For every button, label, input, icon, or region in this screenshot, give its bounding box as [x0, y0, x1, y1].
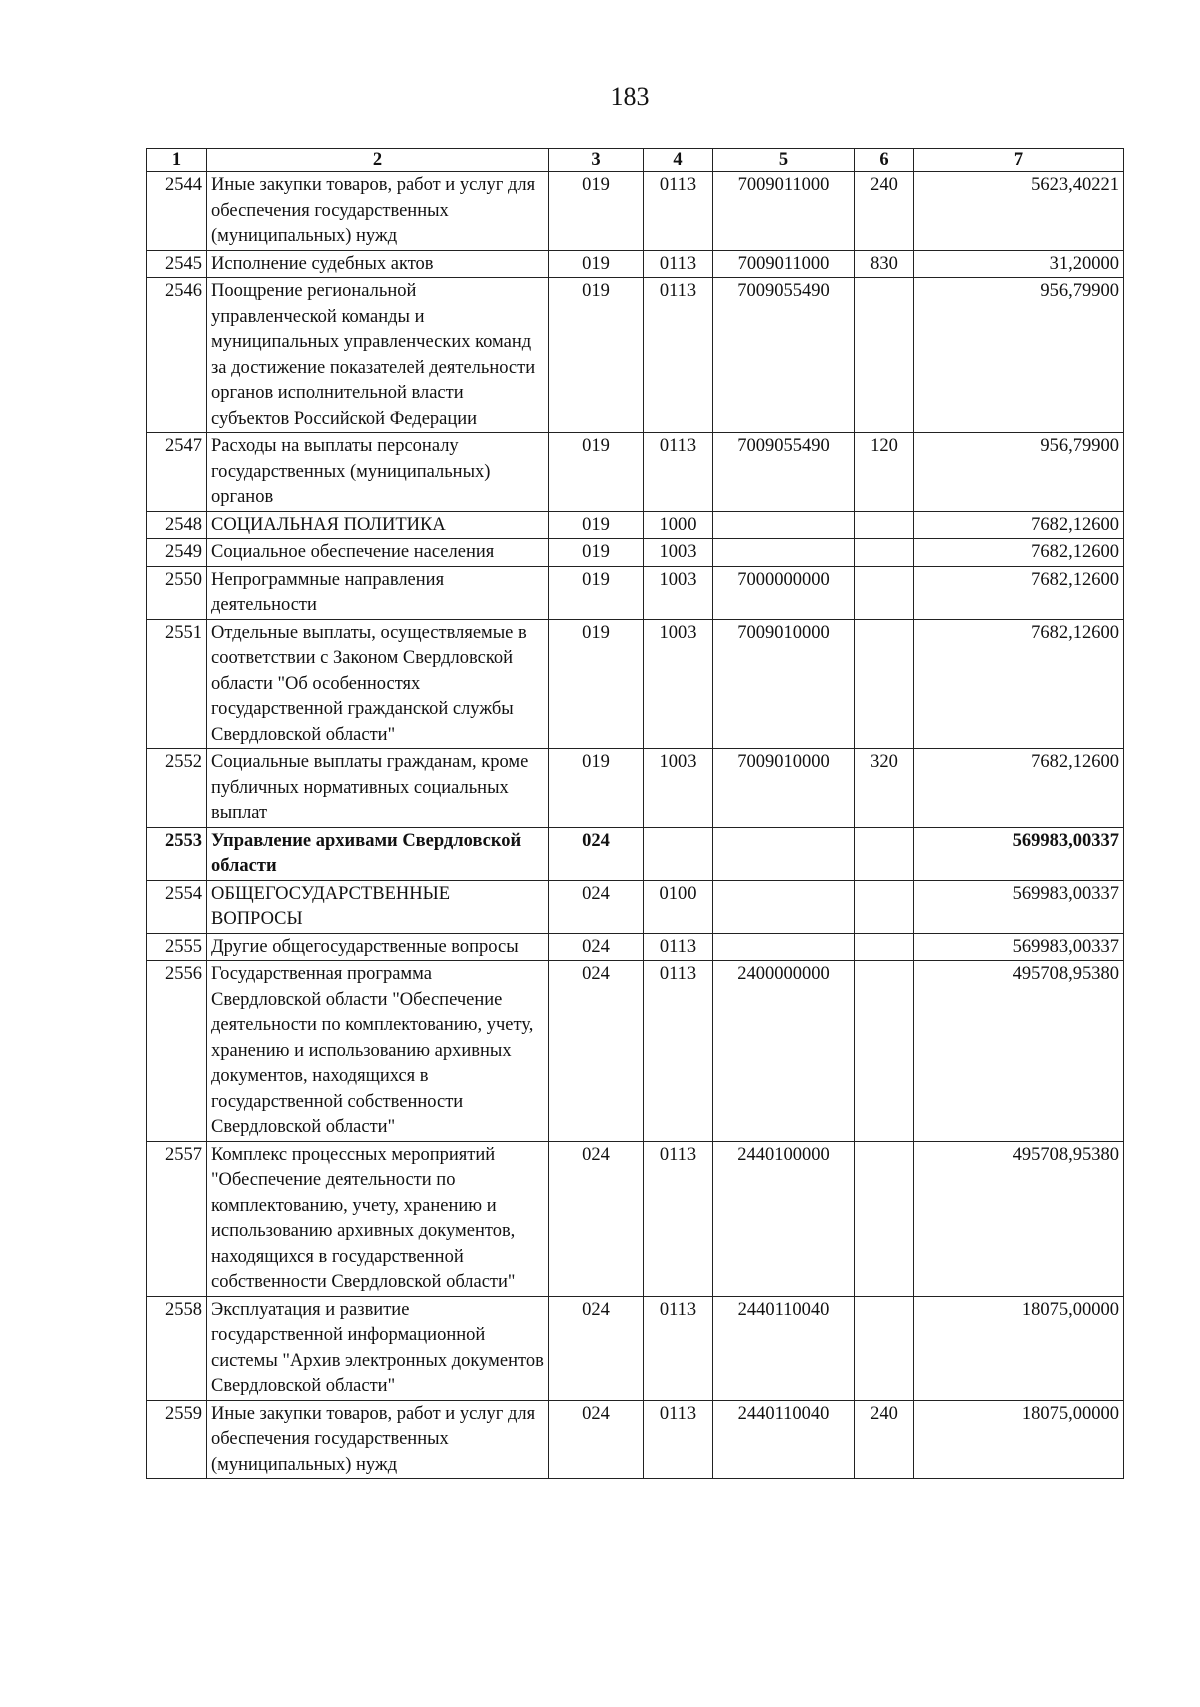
row-grbs-code-cell: 019	[549, 566, 644, 619]
table-row	[147, 880, 1124, 933]
row-number-cell: 2547	[147, 433, 207, 512]
row-amount-cell: 495708,95380	[914, 961, 1124, 1142]
row-expense-type-cell	[855, 566, 914, 619]
row-name-cell: Исполнение судебных актов	[207, 250, 549, 278]
row-target-article-cell: 7009010000	[713, 749, 855, 828]
row-number-cell: 2549	[147, 539, 207, 567]
row-grbs-code-cell: 024	[549, 1296, 644, 1400]
row-amount-cell: 18075,00000	[914, 1400, 1124, 1479]
row-expense-type-cell	[855, 511, 914, 539]
row-number-cell: 2551	[147, 619, 207, 749]
row-number-cell: 2545	[147, 250, 207, 278]
row-section-code-cell: 0113	[644, 933, 713, 961]
row-grbs-code-cell: 019	[549, 749, 644, 828]
row-amount-cell: 956,79900	[914, 278, 1124, 433]
row-target-article-cell: 7009055490	[713, 278, 855, 433]
row-grbs-code-cell: 019	[549, 511, 644, 539]
row-amount-cell: 569983,00337	[914, 827, 1124, 880]
row-target-article-cell: 2440110040	[713, 1296, 855, 1400]
row-expense-type-cell	[855, 278, 914, 433]
table-row	[147, 933, 1124, 961]
column-header: 7	[914, 149, 1124, 172]
row-amount-cell: 31,20000	[914, 250, 1124, 278]
table-row	[147, 1296, 1124, 1400]
column-header: 3	[549, 149, 644, 172]
row-section-code-cell	[644, 827, 713, 880]
row-expense-type-cell	[855, 1141, 914, 1296]
row-amount-cell: 956,79900	[914, 433, 1124, 512]
row-name-cell: ОБЩЕГОСУДАРСТВЕННЫЕ ВОПРОСЫ	[207, 880, 549, 933]
table-row	[147, 250, 1124, 278]
row-section-code-cell: 0113	[644, 250, 713, 278]
table-row	[147, 827, 1124, 880]
row-grbs-code-cell: 019	[549, 619, 644, 749]
row-number-cell: 2544	[147, 172, 207, 251]
row-grbs-code-cell: 024	[549, 827, 644, 880]
row-number-cell: 2550	[147, 566, 207, 619]
table-header-row	[147, 149, 1124, 172]
row-number-cell: 2554	[147, 880, 207, 933]
table-row	[147, 511, 1124, 539]
row-section-code-cell: 0113	[644, 1141, 713, 1296]
row-target-article-cell: 2440110040	[713, 1400, 855, 1479]
table-row	[147, 278, 1124, 433]
row-expense-type-cell: 120	[855, 433, 914, 512]
row-section-code-cell: 1003	[644, 566, 713, 619]
table-row	[147, 1141, 1124, 1296]
row-expense-type-cell	[855, 933, 914, 961]
row-expense-type-cell: 830	[855, 250, 914, 278]
table-row	[147, 961, 1124, 1142]
row-name-cell: Управление архивами Свердловской области	[207, 827, 549, 880]
row-section-code-cell: 1003	[644, 749, 713, 828]
row-name-cell: Иные закупки товаров, работ и услуг для обеспечения государственных (муниципальных) нужд	[207, 172, 549, 251]
row-amount-cell: 569983,00337	[914, 880, 1124, 933]
row-target-article-cell: 2440100000	[713, 1141, 855, 1296]
row-name-cell: Комплекс процессных мероприятий "Обеспечение деятельности по комплектованию, учету, хранению и использованию архивных документов, находящихся в государственной собственности Свердловской области"	[207, 1141, 549, 1296]
row-section-code-cell: 1003	[644, 619, 713, 749]
row-amount-cell: 7682,12600	[914, 619, 1124, 749]
row-grbs-code-cell: 019	[549, 433, 644, 512]
row-target-article-cell	[713, 933, 855, 961]
column-header: 4	[644, 149, 713, 172]
row-section-code-cell: 0113	[644, 1400, 713, 1479]
row-grbs-code-cell: 019	[549, 172, 644, 251]
row-grbs-code-cell: 024	[549, 961, 644, 1142]
row-target-article-cell	[713, 880, 855, 933]
row-name-cell: Расходы на выплаты персоналу государственных (муниципальных) органов	[207, 433, 549, 512]
row-expense-type-cell: 240	[855, 1400, 914, 1479]
row-target-article-cell: 7009010000	[713, 619, 855, 749]
row-number-cell: 2553	[147, 827, 207, 880]
row-target-article-cell	[713, 539, 855, 567]
table-row	[147, 566, 1124, 619]
row-grbs-code-cell: 024	[549, 1400, 644, 1479]
row-expense-type-cell	[855, 880, 914, 933]
row-number-cell: 2555	[147, 933, 207, 961]
row-name-cell: Социальное обеспечение населения	[207, 539, 549, 567]
row-expense-type-cell	[855, 827, 914, 880]
row-number-cell: 2559	[147, 1400, 207, 1479]
row-section-code-cell: 0113	[644, 172, 713, 251]
row-number-cell: 2556	[147, 961, 207, 1142]
row-number-cell: 2546	[147, 278, 207, 433]
table-row	[147, 749, 1124, 828]
row-target-article-cell: 7000000000	[713, 566, 855, 619]
row-name-cell: Непрограммные направления деятельности	[207, 566, 549, 619]
row-grbs-code-cell: 019	[549, 278, 644, 433]
row-amount-cell: 7682,12600	[914, 749, 1124, 828]
table-row	[147, 539, 1124, 567]
row-target-article-cell	[713, 827, 855, 880]
row-section-code-cell: 0113	[644, 961, 713, 1142]
row-grbs-code-cell: 024	[549, 1141, 644, 1296]
row-section-code-cell: 1003	[644, 539, 713, 567]
row-target-article-cell: 7009011000	[713, 172, 855, 251]
row-amount-cell: 7682,12600	[914, 566, 1124, 619]
table-row	[147, 172, 1124, 251]
row-name-cell: Поощрение региональной управленческой команды и муниципальных управленческих команд за достижение показателей деятельности органов исполнительной власти субъектов Российской Федерации	[207, 278, 549, 433]
row-number-cell: 2557	[147, 1141, 207, 1296]
row-section-code-cell: 0113	[644, 1296, 713, 1400]
row-expense-type-cell: 320	[855, 749, 914, 828]
budget-table	[146, 148, 1124, 1479]
row-amount-cell: 5623,40221	[914, 172, 1124, 251]
column-header: 6	[855, 149, 914, 172]
row-grbs-code-cell: 019	[549, 250, 644, 278]
row-name-cell: Государственная программа Свердловской области "Обеспечение деятельности по комплектованию, учету, хранению и использованию архивных документов, находящихся в государственной собственности Свердловской области"	[207, 961, 549, 1142]
row-number-cell: 2552	[147, 749, 207, 828]
row-number-cell: 2558	[147, 1296, 207, 1400]
row-target-article-cell	[713, 511, 855, 539]
row-section-code-cell: 0113	[644, 433, 713, 512]
row-amount-cell: 495708,95380	[914, 1141, 1124, 1296]
row-number-cell: 2548	[147, 511, 207, 539]
row-grbs-code-cell: 024	[549, 933, 644, 961]
table-row	[147, 433, 1124, 512]
row-expense-type-cell	[855, 1296, 914, 1400]
row-section-code-cell: 0100	[644, 880, 713, 933]
row-name-cell: Эксплуатация и развитие государственной информационной системы "Архив электронных документов Свердловской области"	[207, 1296, 549, 1400]
row-grbs-code-cell: 019	[549, 539, 644, 567]
table-row	[147, 619, 1124, 749]
row-expense-type-cell: 240	[855, 172, 914, 251]
row-name-cell: Иные закупки товаров, работ и услуг для обеспечения государственных (муниципальных) нужд	[207, 1400, 549, 1479]
column-header: 2	[207, 149, 549, 172]
row-name-cell: Социальные выплаты гражданам, кроме публичных нормативных социальных выплат	[207, 749, 549, 828]
row-expense-type-cell	[855, 961, 914, 1142]
row-name-cell: СОЦИАЛЬНАЯ ПОЛИТИКА	[207, 511, 549, 539]
column-header: 1	[147, 149, 207, 172]
row-name-cell: Отдельные выплаты, осуществляемые в соответствии с Законом Свердловской области "Об особенностях государственной гражданской службы Свердловской области"	[207, 619, 549, 749]
row-amount-cell: 18075,00000	[914, 1296, 1124, 1400]
row-section-code-cell: 0113	[644, 278, 713, 433]
row-target-article-cell: 7009055490	[713, 433, 855, 512]
table-row	[147, 1400, 1124, 1479]
row-amount-cell: 569983,00337	[914, 933, 1124, 961]
row-amount-cell: 7682,12600	[914, 539, 1124, 567]
row-amount-cell: 7682,12600	[914, 511, 1124, 539]
row-name-cell: Другие общегосударственные вопросы	[207, 933, 549, 961]
page-number: 183	[610, 82, 650, 111]
row-target-article-cell: 7009011000	[713, 250, 855, 278]
row-expense-type-cell	[855, 539, 914, 567]
column-header: 5	[713, 149, 855, 172]
row-section-code-cell: 1000	[644, 511, 713, 539]
row-grbs-code-cell: 024	[549, 880, 644, 933]
row-target-article-cell: 2400000000	[713, 961, 855, 1142]
row-expense-type-cell	[855, 619, 914, 749]
